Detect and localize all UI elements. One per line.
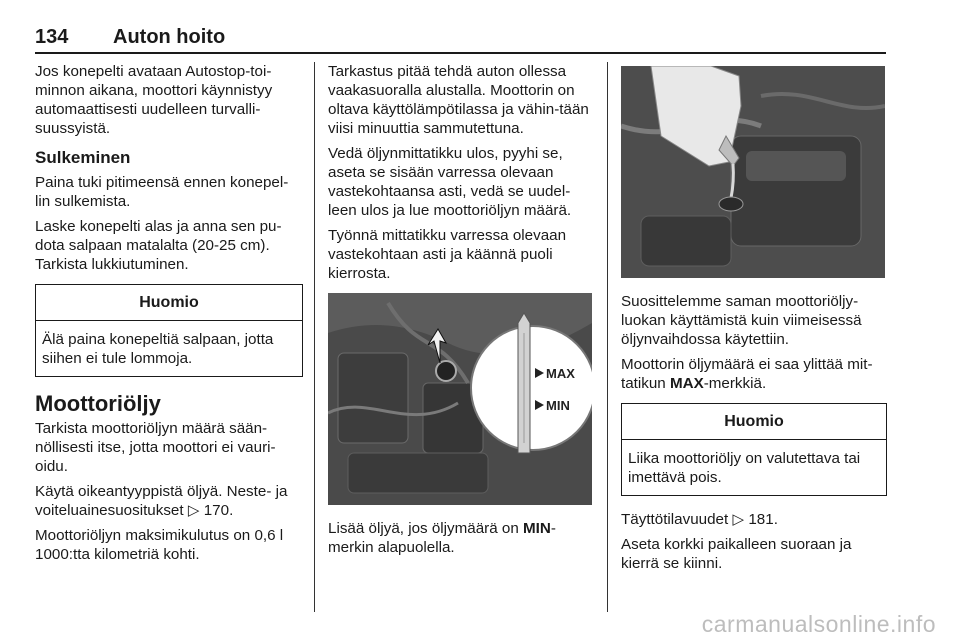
column-2 (328, 62, 596, 563)
page-number: 134 (35, 26, 69, 48)
paragraph-oil-consumption: Moottoriöljyn maksimikulutus on 0,6 l 1000:tta kilometriä kohti. (35, 527, 284, 563)
paragraph-prop-support: Paina tuki pitimeensä ennen konepel-lin sulkemista. (35, 174, 289, 210)
oil-filling-illustration (621, 66, 885, 278)
page-ref-181: 181. (748, 511, 778, 528)
column-3 (621, 62, 887, 579)
note-title: Huomio (36, 285, 302, 321)
dipstick-illustration (328, 293, 592, 505)
paragraph-capacities: Täyttötilavuudet ▷ 181. (621, 511, 778, 528)
oil-bottle-pouring-image (621, 66, 885, 278)
note-box-hood (35, 284, 303, 377)
note-box-oil (621, 403, 887, 496)
paragraph-lower-hood: Laske konepelti alas ja anna sen pu-dota salpaan matalalta (20-25 cm). Tarkista lukkiutuminen. (35, 218, 282, 273)
page-ref-arrow-icon: ▷ (187, 502, 200, 519)
page-ref-170: 170. (203, 502, 234, 519)
heading-engine-oil: Moottoriöljy (35, 391, 161, 416)
paragraph-autostop: Jos konepelti avataan Autostop-toi-minnon aikana, moottori käynnistyy automaattisesti uudelleen turvalli-suussyistä. (35, 63, 273, 137)
paragraph-level-surface: Tarkastus pitää tehdä auton ollessa vaakasuoralla alustalla. Moottorin on oltava käyttölämpötilassa ja vähin-tään viisi minuuttia sammutettuna. (328, 63, 589, 137)
header-rule (35, 52, 886, 54)
column-1 (35, 62, 303, 570)
paragraph-check-oil: Tarkista moottoriöljyn määrä sään-nöllisesti itse, jotta moottori ei vauri-oidu. (35, 420, 276, 475)
paragraph-refit-cap: Aseta korkki paikalleen suoraan ja kierrä se kiinni. (621, 536, 852, 572)
paragraph-recommend-same-oil: Suosittelemme saman moottoriöljy-luokan käyttämistä kuin viimeisessä öljynvaihdossa käytettiin. (621, 293, 862, 348)
note-body: Liika moottoriöljy on valutettava tai imettävä pois. (628, 450, 861, 486)
note-title: Huomio (622, 404, 886, 440)
column-divider-1 (314, 62, 315, 612)
page-title: Auton hoito (113, 26, 226, 48)
page-ref-arrow-icon: ▷ (732, 511, 745, 528)
column-divider-2 (607, 62, 608, 612)
engine-bay-dipstick-image (328, 293, 592, 505)
dipstick-max-label: MAX (546, 366, 575, 381)
paragraph-push-dipstick: Työnnä mittatikku varressa olevaan vastekohtaan asti ja käännä puoli kierrosta. (328, 227, 567, 282)
page-header (35, 26, 885, 52)
watermark: carmanualsonline.info (701, 611, 936, 637)
paragraph-oil-type: Käytä oikeantyyppistä öljyä. Neste- ja voiteluainesuositukset ▷ 170. (35, 483, 288, 519)
heading-closing: Sulkeminen (35, 148, 131, 167)
paragraph-dipstick: Vedä öljynmittatikku ulos, pyyhi se, aseta se sisään varressa olevaan vastekohtaansa asti, vedä se uudel-leen ulos ja lue moottoriöljyn määrä. (328, 145, 572, 219)
paragraph-add-oil: Lisää öljyä, jos öljymäärä on MIN-merkin alapuolella. (328, 520, 556, 556)
dipstick-min-label: MIN (546, 398, 570, 413)
note-body: Älä paina konepeltiä salpaan, jotta siihen ei tule lommoja. (42, 331, 274, 367)
paragraph-max-limit: Moottorin öljymäärä ei saa ylittää mit-tatikun MAX-merkkiä. (621, 356, 873, 392)
